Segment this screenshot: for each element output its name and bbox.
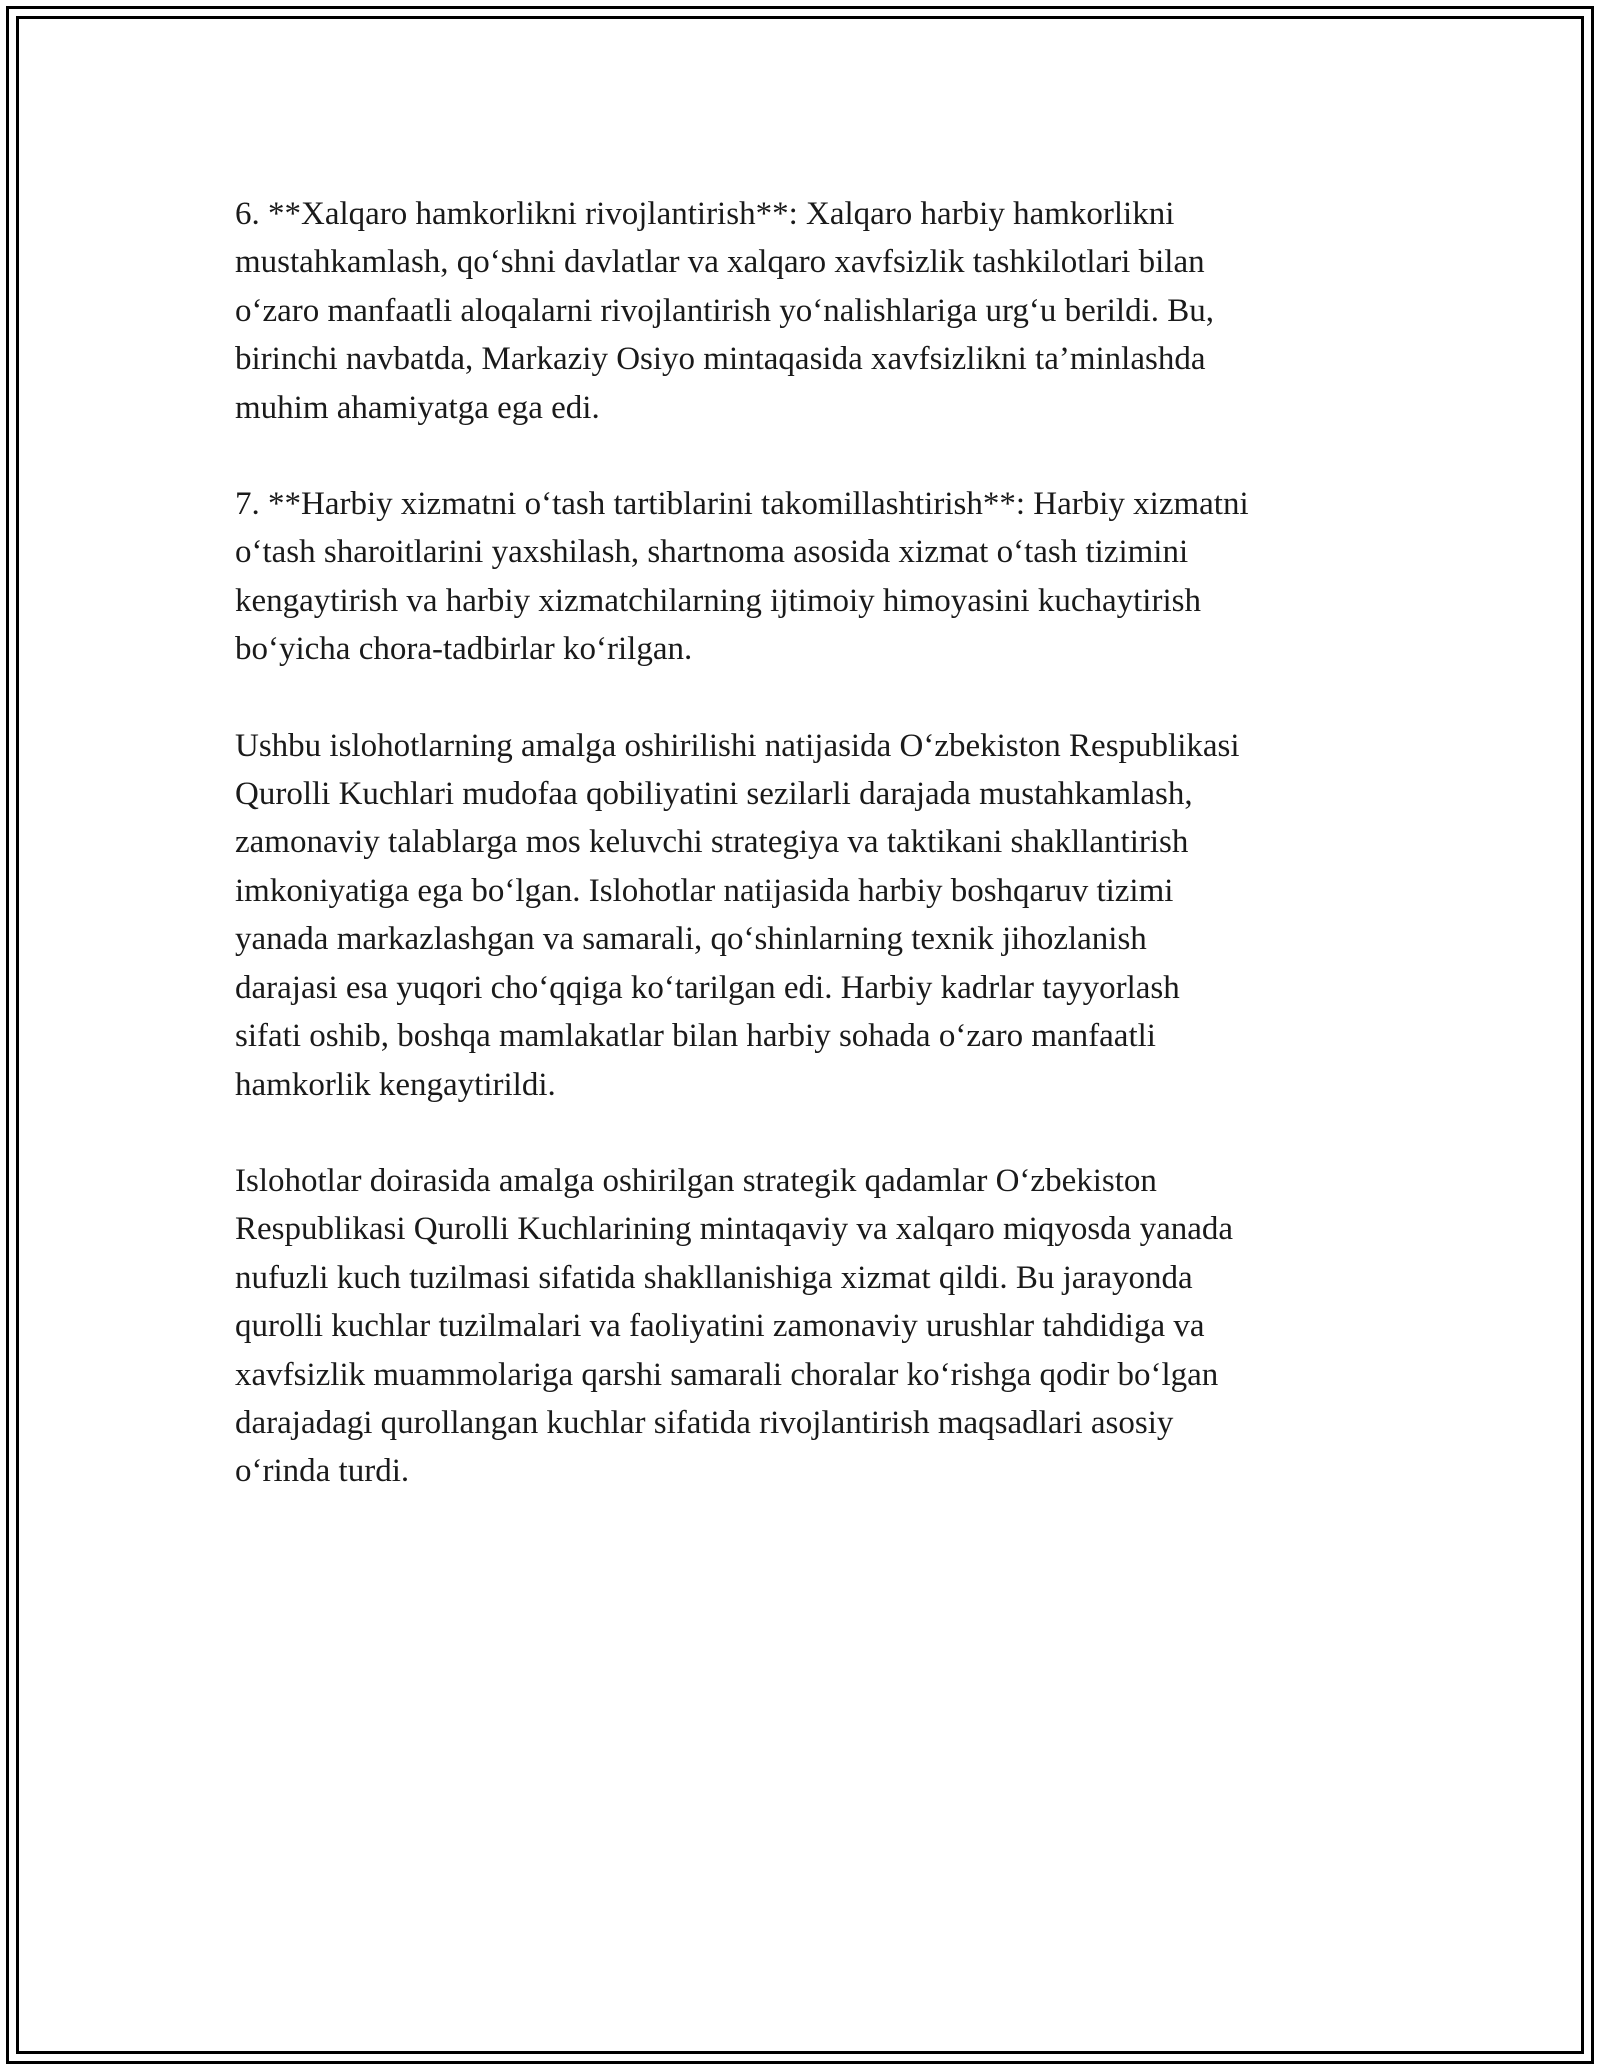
paragraph-reforms-results: Ushbu islohotlarning amalga oshirilishi natijasida O‘zbekiston Respublikasi Qurolli Kuchlari mudofaa qobiliyatini sezilarli darajada mustahkamlash, zamonaviy talablarga mos keluvchi strategiya va taktikani shakllantirish imkoniyatiga ega bo‘lgan. Islohotlar natijasida harbiy boshqaruv tizimi yanada markazlashgan va samarali, qo‘shinlarning texnik jihozlanish darajasi esa yuqori cho‘qqiga ko‘tarilgan edi. Harbiy kadrlar tayyorlash sifati oshib, boshqa mamlakatlar bilan harbiy sohada o‘zaro manfaatli hamkorlik kengaytirildi. bbox=[235, 727, 1240, 1103]
paragraph-item-7: 7. **Harbiy xizmatni o‘tash tartiblarini takomillashtirish**: Harbiy xizmatni o‘tash sharoitlarini yaxshilash, shartnoma asosida xizmat o‘tash tizimini kengaytirish va harbiy xizmatchilarning ijtimoiy himoyasini kuchaytirish bo‘yicha chora-tadbirlar ko‘rilgan. bbox=[235, 486, 1249, 668]
document-body bbox=[235, 190, 1370, 1496]
paragraph-item-6: 6. **Xalqaro hamkorlikni rivojlantirish**: Xalqaro harbiy hamkorlikni mustahkamlash, qo‘shni davlatlar va xalqaro xavfsizlik tashkilotlari bilan o‘zaro manfaatli aloqalarni rivojlantirish yo‘nalishlariga urg‘u berildi. Bu, birinchi navbatda, Markaziy Osiyo mintaqasida xavfsizlikni ta’minlashda muhim ahamiyatga ega edi. bbox=[235, 196, 1215, 426]
paragraph-strategic-steps: Islohotlar doirasida amalga oshirilgan strategik qadamlar O‘zbekiston Respublikasi Qurolli Kuchlarining mintaqaviy va xalqaro miqyosda yanada nufuzli kuch tuzilmasi sifatida shakllanishiga xizmat qildi. Bu jarayonda qurolli kuchlar tuzilmalari va faoliyatini zamonaviy urushlar tahdidiga va xavfsizlik muammolariga qarshi samarali choralar ko‘rishga qodir bo‘lgan darajadagi qurollangan kuchlar sifatida rivojlantirish maqsadlari asosiy o‘rinda turdi. bbox=[235, 1162, 1234, 1490]
